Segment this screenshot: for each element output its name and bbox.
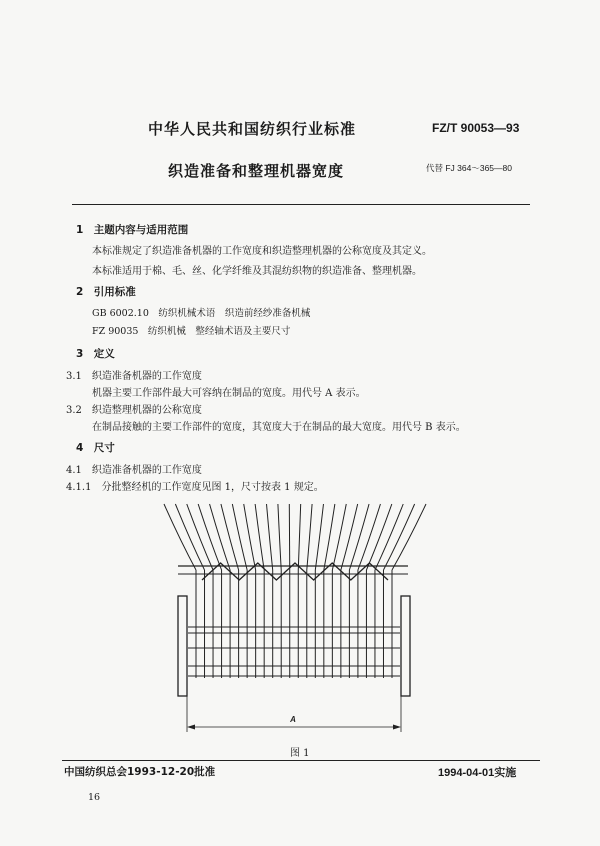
warp-yarn bbox=[324, 504, 335, 570]
section-3-heading: 3 定义 bbox=[76, 348, 115, 360]
subsection-4-1-1: 4.1.1 分批整经机的工作宽度见图 1，尺寸按表 1 规定。 bbox=[66, 482, 324, 493]
warp-yarn bbox=[164, 504, 196, 570]
warp-yarn bbox=[267, 504, 273, 570]
section-2-heading: 2 引用标准 bbox=[76, 286, 136, 298]
warp-yarn bbox=[198, 504, 221, 570]
section-1-heading: 1 主题内容与适用范围 bbox=[76, 224, 189, 236]
warp-yarn bbox=[255, 504, 264, 570]
dimension-arrow-right bbox=[393, 725, 401, 730]
figure-caption: 图 1 bbox=[290, 748, 310, 759]
warp-yarn bbox=[358, 504, 381, 570]
page-number: 16 bbox=[88, 792, 101, 803]
dimension-arrow-left bbox=[187, 725, 195, 730]
replaces-note: 代替 FJ 364～365—80 bbox=[426, 163, 512, 173]
warp-yarn bbox=[221, 504, 239, 570]
definition-2-text: 在制品接触的主要工作部件的宽度，其宽度大于在制品的最大宽度。用代号 B 表示。 bbox=[92, 422, 466, 433]
dimension-label-a: A bbox=[290, 715, 296, 724]
definition-1-text: 机器主要工作部件最大可容纳在制品的宽度。用代号 A 表示。 bbox=[92, 388, 366, 399]
footer-issuer: 中国纺织总会1993-12-20批准 bbox=[64, 766, 216, 778]
warp-yarn bbox=[278, 504, 281, 570]
standard-header-title: 中华人民共和国纺织行业标准 bbox=[148, 120, 357, 138]
warp-yarn bbox=[315, 504, 323, 570]
reference-1: GB 6002.10 纺织机械术语 织造前经纱准备机械 bbox=[92, 308, 311, 319]
footer-effective-date: 1994-04-01实施 bbox=[438, 767, 517, 779]
warp-yarn bbox=[298, 504, 300, 570]
warp-yarn bbox=[392, 504, 426, 570]
document-title: 织造准备和整理机器宽度 bbox=[168, 162, 345, 180]
right-flange bbox=[401, 596, 410, 696]
standard-number: FZ/T 90053—93 bbox=[432, 121, 520, 135]
definition-2-title: 3.2 织造整理机器的公称宽度 bbox=[66, 405, 202, 416]
section-1-paragraph-1: 本标准规定了织造准备机器的工作宽度和织造整理机器的公称宽度及其定义。 bbox=[92, 246, 432, 257]
warp-yarn bbox=[332, 504, 346, 570]
warp-yarn bbox=[244, 504, 256, 570]
definition-1-title: 3.1 织造准备机器的工作宽度 bbox=[66, 371, 202, 382]
header-rule bbox=[72, 204, 530, 205]
warp-yarns bbox=[164, 504, 426, 570]
beam-vertical-yarns bbox=[196, 570, 392, 678]
subsection-4-1: 4.1 织造准备机器的工作宽度 bbox=[66, 465, 202, 476]
footer-rule bbox=[62, 760, 540, 761]
figure-1-warping-diagram bbox=[150, 500, 440, 740]
warp-yarn bbox=[307, 504, 312, 570]
warp-yarn bbox=[341, 504, 358, 570]
section-1-paragraph-2: 本标准适用于棉、毛、丝、化学纤维及其混纺织物的织造准备、整理机器。 bbox=[92, 266, 422, 277]
warp-yarn bbox=[349, 504, 369, 570]
warp-yarn bbox=[210, 504, 231, 570]
reference-2: FZ 90035 纺织机械 整经轴术语及主要尺寸 bbox=[92, 326, 291, 337]
left-flange bbox=[178, 596, 187, 696]
section-4-heading: 4 尺寸 bbox=[76, 442, 115, 454]
